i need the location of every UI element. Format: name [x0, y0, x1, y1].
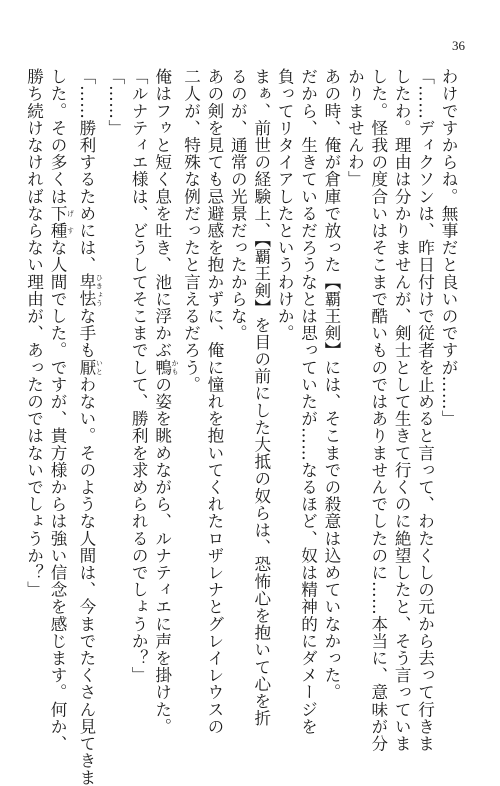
ruby-text: げす [66, 204, 75, 240]
body-text [20, 68, 460, 786]
text-line: 二人が、特殊な例だったと言えるだろう。 [181, 68, 201, 393]
text-line: した。怪我の度合いはそこまで酷いものではありませんでしたのに……本当に、意味が分 [368, 68, 388, 752]
ruby-hikyou: 卑怯 ひきょう [76, 273, 104, 308]
text-line: あの時、俺が倉庫で放った【覇王剣】には、そこまでの殺意は込めていなかった。 [321, 68, 341, 701]
page-number: 36 [452, 38, 465, 53]
ruby-kamo: 鴨 かも [152, 358, 180, 376]
text-line: 「……ディクソンは、昨日付けで従者を止めると言って、わたくしの元から去って行きま [415, 68, 435, 752]
ruby-text: いと [95, 358, 104, 376]
ruby-gesu: 下種 げす [48, 204, 75, 240]
text-line-ruby-hikyou: 「……勝利するためには、卑怯 ひきょうな手も厭 いとわない。そのような人間は、今までたくさん見てきま [76, 68, 104, 786]
text-line: 「……」 [105, 68, 125, 137]
text-line: 「ルナティエ様は、どうしてそこまでして、勝利を求められるのでしょうか？」 [129, 68, 149, 684]
text-line: 負ってリタイアしたというわけか。 [275, 68, 295, 342]
text-line: あの剣を見ても忌避感を抱かずに、俺に憧れを抱いてくれたロザレナとグレイレウスの [204, 68, 224, 735]
text-line: わけですからね。無事だと良いのですが……」 [439, 68, 458, 428]
text-line: るのが、通常の光景だったからな。 [228, 68, 248, 342]
text-line: まぁ、前世の経験上、【覇王剣】を目の前にした大抵の奴らは、恐怖心を抱いて心を折 [251, 68, 271, 727]
text-line: したわ。理由は分かりませんが、剣士として生きて行くのに絶望したと、そう言っていま [392, 68, 412, 752]
ruby-text: かも [171, 358, 180, 376]
text-line-ruby-gesu: した。その多くは下種 げすな人間でした。ですが、貴方様からは強い信念を感じます。何か、 [48, 68, 75, 753]
text-line-ruby-kamo: 俺はフゥと短く息を吐き、池に浮かぶ鴨 かもの姿を眺めながら、ルナティエに声を掛けた。 [152, 68, 180, 735]
ruby-text: ひきょう [95, 273, 104, 308]
text-line: だから、生きているだろうなとは思っていたが……なるほど、奴は精神的にダメージを [298, 68, 318, 735]
text-line: かりませんわ」 [345, 68, 365, 188]
text-line: 勝ち続けなければならない理由が、あったのではないでしょうか？」 [24, 68, 44, 599]
ruby-ito: 厭 いと [76, 358, 104, 376]
